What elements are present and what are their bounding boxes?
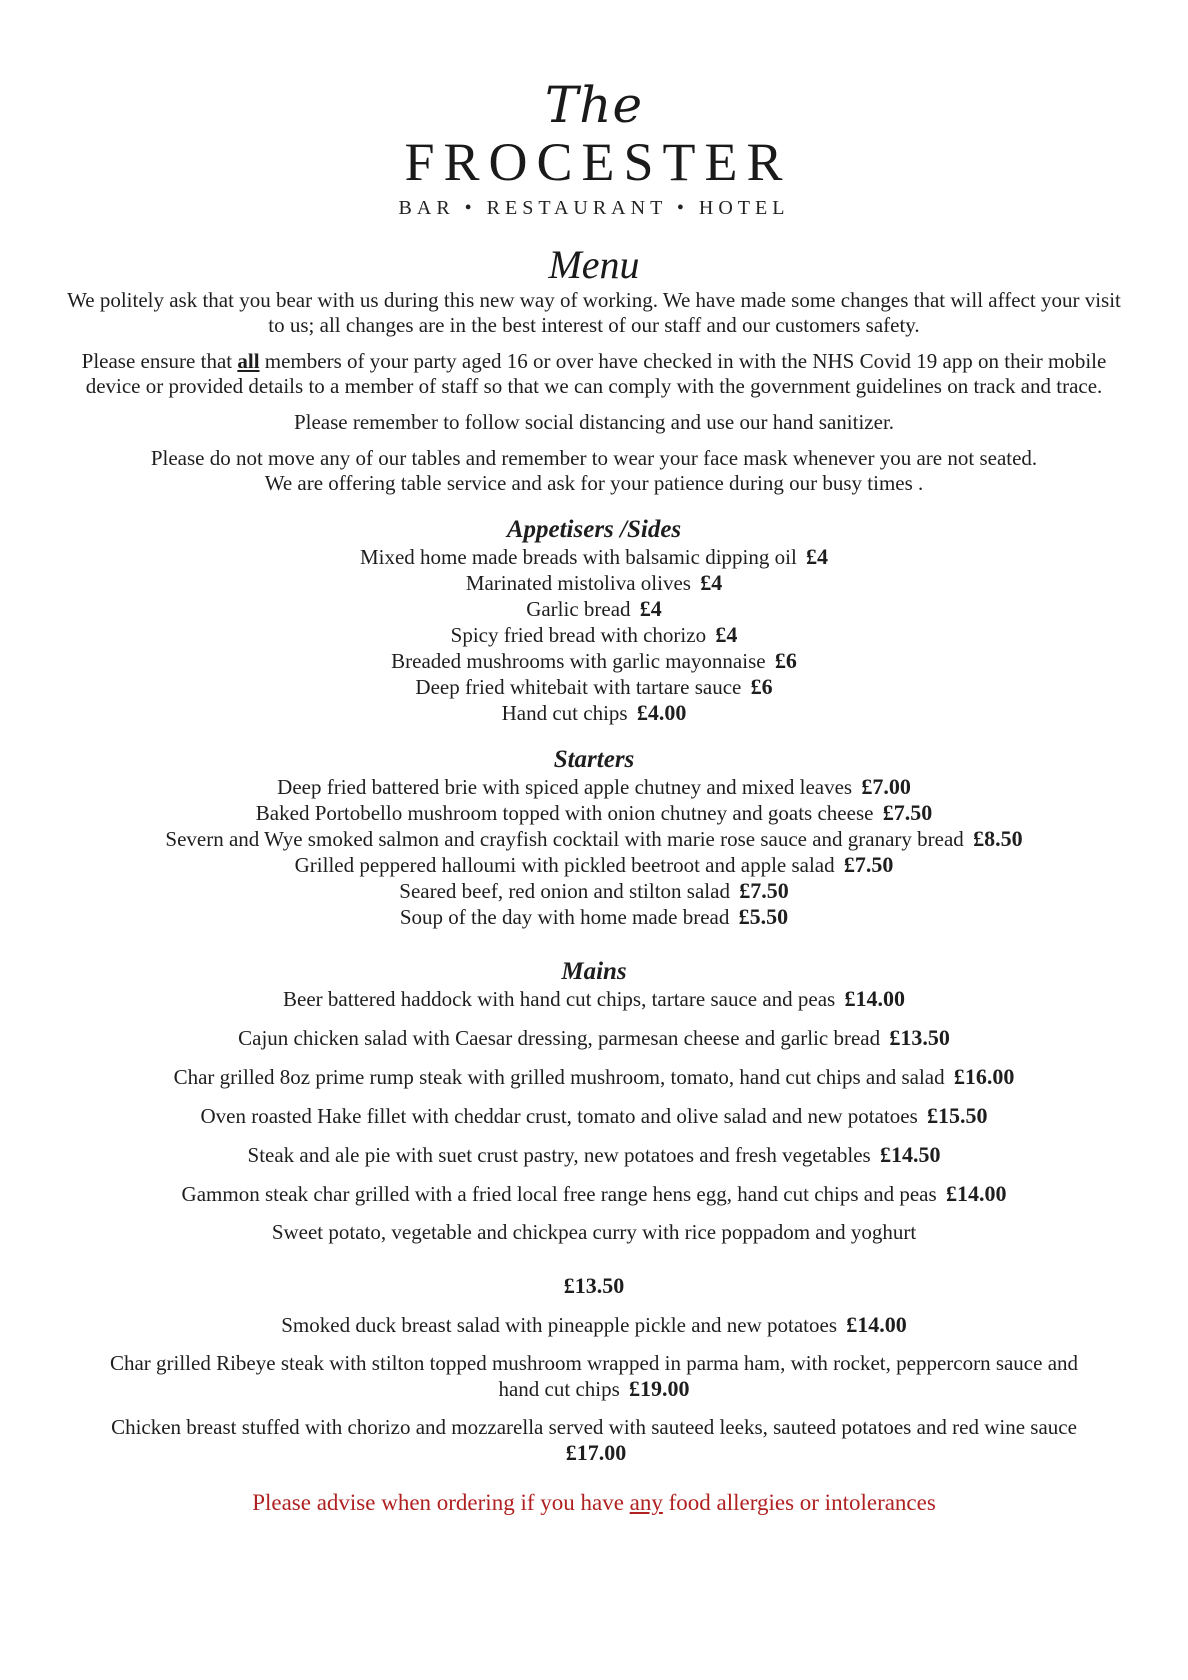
menu-item-name: Deep fried whitebait with tartare sauce bbox=[415, 675, 742, 699]
menu-item bbox=[0, 570, 1188, 596]
menu-item-name: Char grilled Ribeye steak with stilton topped mushroom wrapped in parma ham, with rocket, peppercorn sauce and hand cut chips bbox=[109, 1351, 1079, 1401]
menu-item bbox=[94, 1415, 1094, 1466]
menu-item-price: £6 bbox=[750, 674, 773, 699]
menu-item-name: Mixed home made breads with balsamic dipping oil bbox=[359, 545, 797, 569]
menu-item-price: £14.00 bbox=[844, 986, 905, 1011]
allergy-emphasis: any bbox=[629, 1490, 663, 1515]
intro-p2-start: Please ensure that bbox=[81, 349, 238, 373]
menu-item bbox=[0, 904, 1188, 930]
menu-item bbox=[0, 878, 1188, 904]
menu-item-name: Spicy fried bread with chorizo bbox=[450, 623, 707, 647]
menu-item bbox=[0, 544, 1188, 570]
menu-item bbox=[0, 1064, 1188, 1090]
menu-item-price: £4 bbox=[715, 622, 738, 647]
allergy-text-end: food allergies or intolerances bbox=[662, 1490, 936, 1515]
menu-item-price: £19.00 bbox=[629, 1376, 690, 1401]
menu-item-name: Sweet potato, vegetable and chickpea curry with rice poppadom and yoghurt bbox=[271, 1220, 917, 1244]
menu-item-name: Marinated mistoliva olives bbox=[465, 571, 697, 595]
mains-heading: Mains bbox=[561, 958, 627, 985]
menu-item-price: £4 bbox=[639, 596, 662, 621]
allergy-notice bbox=[0, 1490, 1188, 1516]
menu-item-name: Chicken breast stuffed with chorizo and mozzarella served with sauteed leeks, sauteed potatoes and red wine sauce bbox=[111, 1415, 1077, 1439]
intro-p2-end: members of your party aged 16 or over have checked in with the NHS Covid 19 app on their mobile device or provided details to a member of staff so that we can comply with the government guidelines on track and trace. bbox=[85, 349, 1107, 398]
intro-paragraph-5: We are offering table service and ask for your patience during our busy times . bbox=[264, 471, 924, 495]
intro-paragraph-1: We politely ask that you bear with us during this new way of working. We have made some changes that will affect your visit to us; all changes are in the best interest of our staff and our customers safety. bbox=[67, 288, 1121, 337]
menu-item-price: £7.00 bbox=[861, 774, 911, 799]
menu-item-name: Garlic bread bbox=[526, 597, 631, 621]
appetisers-list bbox=[0, 544, 1188, 726]
menu-item-name: Steak and ale pie with suet crust pastry, new potatoes and fresh vegetables bbox=[247, 1143, 876, 1167]
menu-item-price: £14.00 bbox=[945, 1181, 1007, 1206]
logo-the: The bbox=[544, 76, 644, 134]
curry-price: £13.50 bbox=[563, 1273, 625, 1298]
allergy-text-start: Please advise when ordering if you have bbox=[252, 1490, 630, 1515]
menu-item-price: £17.00 bbox=[565, 1440, 627, 1465]
menu-title: Menu bbox=[548, 242, 640, 287]
intro-p2-emphasis: all bbox=[237, 349, 260, 373]
menu-item bbox=[0, 674, 1188, 700]
menu-item-name: Breaded mushrooms with garlic mayonnaise bbox=[391, 649, 766, 673]
menu-item bbox=[94, 1312, 1094, 1338]
menu-item-name: Baked Portobello mushroom topped with onion chutney and goats cheese bbox=[255, 801, 874, 825]
starters-section bbox=[0, 746, 1188, 930]
menu-item-name: Beer battered haddock with hand cut chips, tartare sauce and peas bbox=[283, 987, 836, 1011]
menu-item-name: Gammon steak char grilled with a fried local free range hens egg, hand cut chips and peas bbox=[181, 1182, 937, 1206]
menu-item-price: £5.50 bbox=[738, 904, 789, 929]
menu-item bbox=[0, 986, 1188, 1012]
menu-item-price: £16.00 bbox=[953, 1064, 1015, 1089]
menu-item-price: £4.00 bbox=[636, 700, 687, 725]
menu-item-price: £6 bbox=[774, 648, 797, 673]
menu-item bbox=[0, 852, 1188, 878]
menu-item bbox=[0, 622, 1188, 648]
menu-item-price: £7.50 bbox=[843, 852, 894, 877]
intro-paragraph-4: Please do not move any of our tables and remember to wear your face mask whenever you are not seated. bbox=[150, 446, 1038, 470]
menu-item-price: £14.00 bbox=[846, 1312, 907, 1337]
menu-item bbox=[0, 800, 1188, 826]
intro-paragraph-3: Please remember to follow social distancing and use our hand sanitizer. bbox=[293, 410, 895, 434]
menu-item-name: Deep fried battered brie with spiced apple chutney and mixed leaves bbox=[277, 775, 858, 799]
mains-list-continued bbox=[0, 1312, 1188, 1466]
mains-section bbox=[0, 958, 1188, 1466]
logo-name: FROCESTER bbox=[404, 132, 792, 192]
menu-item bbox=[0, 700, 1188, 726]
menu-item bbox=[0, 1142, 1188, 1168]
menu-item-name: Char grilled 8oz prime rump steak with grilled mushroom, tomato, hand cut chips and salad bbox=[173, 1065, 945, 1089]
intro-notice bbox=[64, 288, 1124, 496]
menu-item bbox=[0, 648, 1188, 674]
logo-subtitle: BAR • RESTAURANT • HOTEL bbox=[398, 197, 790, 219]
menu-item bbox=[0, 1181, 1188, 1207]
menu-item-price: £7.50 bbox=[739, 878, 789, 903]
menu-item-name: Grilled peppered halloumi with pickled beetroot and apple salad bbox=[294, 853, 835, 877]
menu-item-name: Oven roasted Hake fillet with cheddar crust, tomato and olive salad and new potatoes bbox=[200, 1104, 918, 1128]
menu-item bbox=[0, 1220, 1188, 1245]
starters-list bbox=[0, 774, 1188, 930]
menu-item-name: Soup of the day with home made bread bbox=[399, 905, 730, 929]
menu-item-price: £8.50 bbox=[973, 826, 1023, 851]
menu-item bbox=[0, 774, 1188, 800]
appetisers-section bbox=[0, 516, 1188, 726]
menu-item-price: £15.50 bbox=[927, 1103, 988, 1128]
restaurant-logo bbox=[0, 0, 1188, 222]
menu-item bbox=[94, 1351, 1094, 1402]
menu-item-price: £4 bbox=[806, 544, 829, 569]
menu-item bbox=[0, 596, 1188, 622]
menu-item-name: Seared beef, red onion and stilton salad bbox=[399, 879, 730, 903]
appetisers-heading: Appetisers /Sides bbox=[506, 516, 682, 543]
menu-item-name: Hand cut chips bbox=[501, 701, 628, 725]
starters-heading: Starters bbox=[553, 746, 635, 773]
menu-item-name: Cajun chicken salad with Caesar dressing, parmesan cheese and garlic bread bbox=[238, 1026, 886, 1050]
menu-item-price: £14.50 bbox=[879, 1142, 941, 1167]
menu-item-name: Severn and Wye smoked salmon and crayfish cocktail with marie rose sauce and granary bread bbox=[165, 827, 964, 851]
menu-item-price: £4 bbox=[700, 570, 723, 595]
mains-list bbox=[0, 986, 1188, 1245]
menu-item-price: £13.50 bbox=[889, 1025, 950, 1050]
intro-paragraph-2 bbox=[64, 349, 1124, 399]
menu-item-name: Smoked duck breast salad with pineapple pickle and new potatoes bbox=[281, 1313, 837, 1337]
menu-item bbox=[0, 1025, 1188, 1051]
menu-item bbox=[0, 1103, 1188, 1129]
menu-item bbox=[0, 826, 1188, 852]
menu-item-price: £7.50 bbox=[882, 800, 933, 825]
